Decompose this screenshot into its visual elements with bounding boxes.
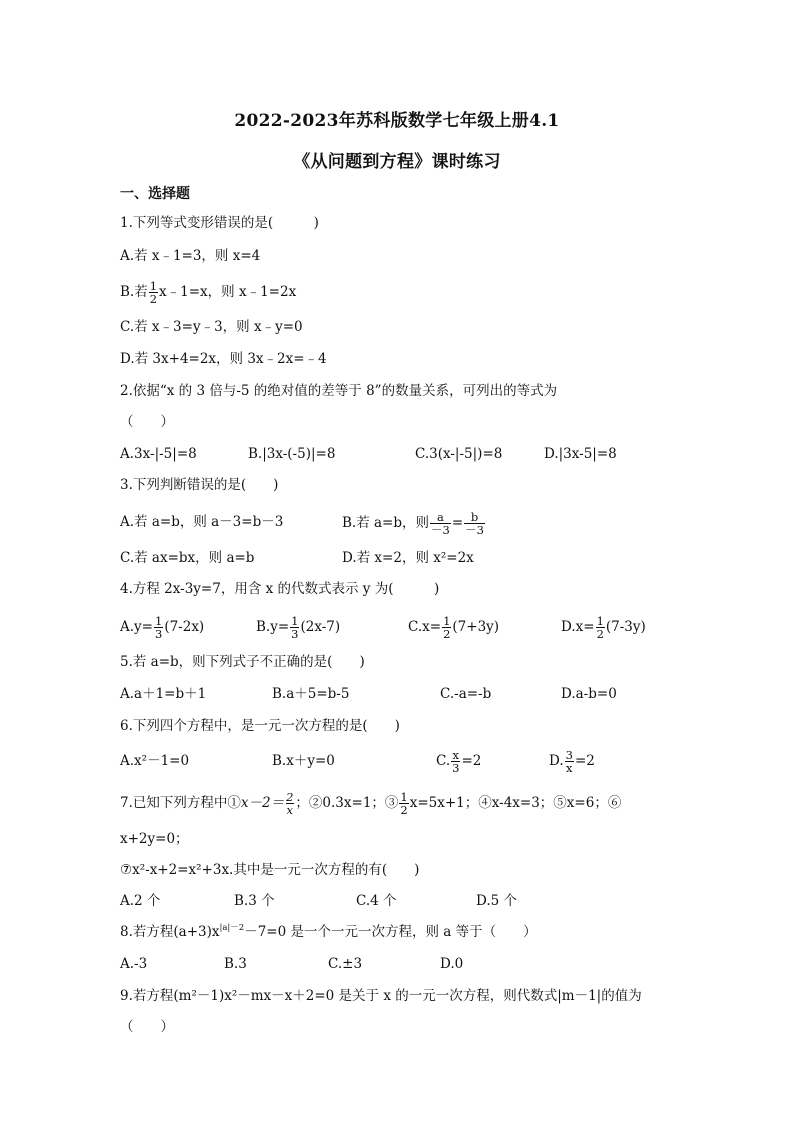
q4-option-d-fraction (596, 615, 605, 640)
fraction-numerator: a (437, 510, 444, 524)
q6-option-c-suffix: =2 (461, 753, 482, 769)
q8-option-b: B.3 (224, 956, 247, 972)
q6-option-d (549, 749, 595, 774)
q6-option-b: B.x＋y=0 (272, 753, 335, 769)
q7-stem-line-2: x+2y=0； (120, 831, 189, 847)
q5-option-b: B.a＋5=b-5 (272, 686, 350, 702)
q9-paren: （ ） (120, 1019, 174, 1035)
fraction-denominator: x (566, 761, 573, 775)
fraction-numerator: 1 (154, 614, 163, 628)
q8-suffix: －7=0 是一个一元一次方程，则 a 等于（ ） (244, 924, 537, 940)
q7-equation-1-fraction (285, 791, 294, 816)
fraction-denominator: 2 (596, 627, 604, 641)
q4-option-a (120, 615, 204, 640)
q3-stem: 3.下列判断错误的是( ) (120, 477, 279, 493)
q5-stem: 5.若 a=b，则下列式子不正确的是( ) (120, 654, 365, 670)
q8-exponent: |a|－2 (219, 923, 245, 933)
q1-option-d: D.若 3x+4=2x，则 3x﹣2x=﹣4 (120, 351, 327, 367)
q5-option-c: C.-a=-b (440, 686, 492, 702)
fraction-denominator: 3 (452, 761, 460, 775)
q7-middle: ；②0.3x=1；③ (295, 795, 399, 811)
q8-prefix: 8.若方程(a+3)x (120, 924, 220, 940)
q1-option-b-suffix: x﹣1=x，则 x﹣1=2x (159, 284, 297, 300)
q6-option-d-fraction (565, 749, 574, 774)
fraction-numerator: 1 (596, 614, 604, 628)
q1-stem: 1.下列等式变形错误的是( ) (120, 215, 319, 231)
fraction-denominator: x (286, 803, 293, 817)
equals-sign: = (451, 515, 464, 531)
fraction-numerator: b (470, 510, 479, 524)
q4-option-d (561, 615, 646, 640)
q8-stem (120, 922, 537, 942)
q5-option-d: D.a-b=0 (561, 686, 617, 702)
q6-option-d-prefix: D. (549, 753, 564, 769)
q4-stem: 4.方程 2x-3y=7，用含 x 的代数式表示 y 为( ) (120, 581, 440, 597)
fraction-numerator: 1 (291, 614, 299, 628)
section-heading: 一、选择题 (120, 186, 190, 202)
fraction-numerator: 1 (443, 614, 451, 628)
q1-option-b-fraction (149, 280, 158, 305)
q3-option-d: D.若 x=2，则 x²=2x (342, 550, 474, 566)
q6-option-c-prefix: C. (436, 753, 451, 769)
q8-option-c: C.±3 (328, 956, 363, 972)
q1-option-b-prefix: B.若 (120, 284, 148, 300)
q4-option-c-fraction (442, 615, 451, 640)
title-line-1: 2022-2023年苏科版数学七年级上册4.1 (234, 111, 560, 131)
q4-option-c (408, 615, 499, 640)
q7-option-d: D.5 个 (476, 893, 518, 909)
q7-stem-line-3: ⑦x²-x+2=x²+3x.其中是一元一次方程的有( ) (120, 862, 420, 878)
q4-option-a-fraction (154, 615, 163, 640)
q2-option-b: B.|3x-(-5)|=8 (248, 446, 336, 462)
q1-option-c: C.若 x﹣3=y﹣3，则 x﹣y=0 (120, 319, 303, 335)
q1-option-b (120, 280, 296, 305)
q4-option-c-prefix: C.x= (408, 619, 442, 635)
q7-equation-1: x－2＝ (240, 795, 285, 811)
q7-stem-line-1 (120, 791, 621, 816)
q6-stem: 6.下列四个方程中，是一元一次方程的是( ) (120, 718, 400, 734)
q4-option-b-prefix: B.y= (256, 619, 290, 635)
q4-option-a-prefix: A.y= (120, 619, 153, 635)
q3-option-b-prefix: B.若 a=b，则 (342, 515, 430, 531)
fraction-denominator: 2 (149, 292, 158, 306)
q3-option-c: C.若 ax=bx，则 a=b (120, 550, 255, 566)
fraction-denominator: 3 (154, 627, 163, 641)
q2-option-d: D.|3x-5|=8 (544, 446, 617, 462)
q3-option-a: A.若 a=b，则 a－3=b－3 (120, 514, 284, 530)
fraction-numerator: x (452, 748, 460, 762)
q4-option-d-suffix: (7-3y) (605, 619, 646, 635)
q8-option-a: A.-3 (120, 956, 148, 972)
q6-option-c-fraction (451, 749, 460, 774)
q7-equation-3-fraction (399, 791, 408, 816)
q5-option-a: A.a＋1=b＋1 (120, 686, 207, 702)
q4-option-a-suffix: (7-2x) (164, 619, 205, 635)
q7-option-c: C.4 个 (356, 893, 397, 909)
q4-option-c-suffix: (7+3y) (452, 619, 500, 635)
fraction-denominator: 3 (291, 627, 299, 641)
fraction-denominator: 2 (443, 627, 451, 641)
fraction-numerator: 1 (400, 790, 408, 804)
q3-option-b-fraction-left (430, 511, 451, 536)
q1-option-a: A.若 x﹣1=3，则 x=4 (120, 248, 261, 264)
fraction-denominator: 2 (400, 803, 408, 817)
q7-prefix: 7.已知下列方程中① (120, 795, 241, 811)
q6-option-d-suffix: =2 (574, 753, 595, 769)
q9-stem: 9.若方程(m²－1)x²－mx－x＋2=0 是关于 x 的一元一次方程，则代数式|m－1|的值为 (120, 988, 642, 1004)
q7-option-b: B.3 个 (234, 893, 275, 909)
fraction-numerator: 3 (565, 748, 573, 762)
q6-option-a: A.x²－1=0 (120, 753, 190, 769)
title-line-2: 《从问题到方程》课时练习 (293, 152, 501, 172)
q3-option-b-fraction-right (464, 511, 485, 536)
q2-option-a: A.3x-|-5|=8 (120, 446, 197, 462)
q8-option-d: D.0 (440, 956, 464, 972)
q4-option-b-fraction (290, 615, 299, 640)
q2-stem: 2.依据“x 的 3 倍与-5 的绝对值的差等于 8”的数量关系，可列出的等式为 (120, 383, 558, 399)
q4-option-b (256, 615, 340, 640)
q7-option-a: A.2 个 (120, 893, 161, 909)
q4-option-b-suffix: (2x-7) (300, 619, 341, 635)
fraction-numerator: 1 (149, 279, 158, 293)
q6-option-c (436, 749, 481, 774)
fraction-denominator: －3 (465, 523, 484, 537)
fraction-denominator: －3 (431, 523, 450, 537)
q4-option-d-prefix: D.x= (561, 619, 595, 635)
q2-paren: （ ） (120, 414, 174, 430)
q3-option-b (342, 511, 486, 536)
q2-option-c: C.3(x-|-5|)=8 (415, 446, 503, 462)
q7-suffix: x=5x+1；④x-4x=3；⑤x=6；⑥ (409, 795, 622, 811)
fraction-numerator: 2 (286, 790, 294, 804)
